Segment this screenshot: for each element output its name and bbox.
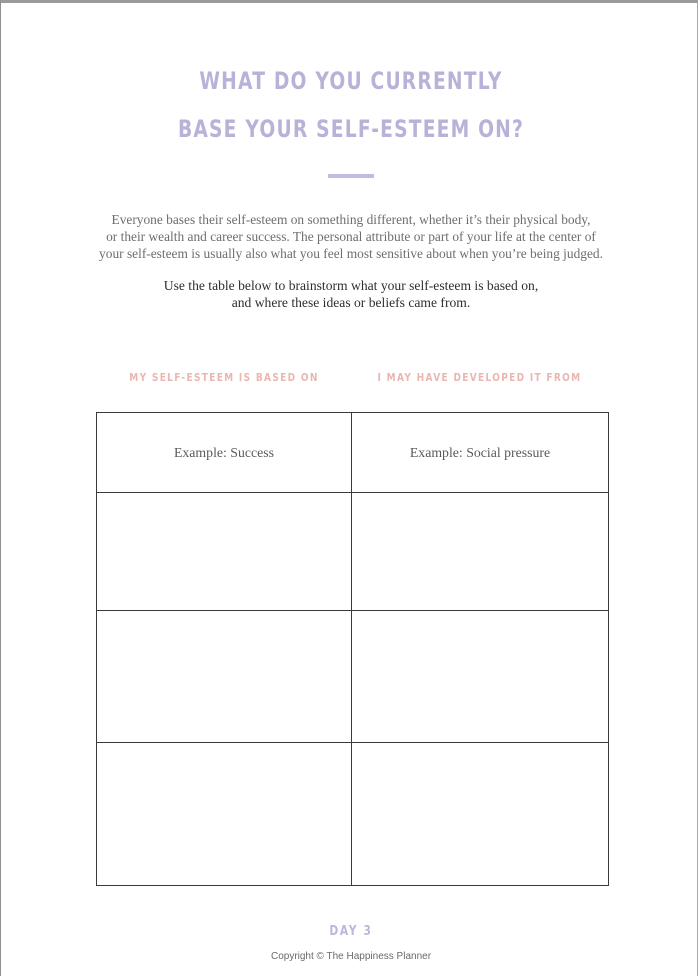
example-cell-based-on[interactable]: Example: Success xyxy=(97,413,352,493)
day-label: DAY 3 xyxy=(329,924,373,939)
title-divider xyxy=(328,174,374,178)
table-cell-based-on[interactable] xyxy=(97,493,352,611)
intro-line: your self-esteem is usually also what you feel most sensitive about when you’re being judged. xyxy=(99,246,603,261)
table-row xyxy=(97,413,609,493)
instructions-line: Use the table below to brainstorm what your self-esteem is based on, xyxy=(163,278,539,293)
table-cell-based-on[interactable] xyxy=(97,743,352,886)
table-cell-developed-from[interactable] xyxy=(352,743,609,886)
table-cell-developed-from[interactable] xyxy=(352,493,609,611)
page-title-line-1: WHAT DO YOU CURRENTLY xyxy=(199,67,503,95)
instructions-line: and where these ideas or beliefs came from. xyxy=(231,295,471,310)
column-header-based-on: MY SELF-ESTEEM IS BASED ON xyxy=(129,371,319,384)
copyright-notice: Copyright © The Happiness Planner xyxy=(270,951,432,962)
page-title-line-2: BASE YOUR SELF-ESTEEM ON? xyxy=(177,115,525,143)
brainstorm-table xyxy=(96,412,609,886)
table-row xyxy=(97,493,609,611)
table-cell-developed-from[interactable] xyxy=(352,611,609,743)
instructions-paragraph xyxy=(91,277,611,311)
intro-paragraph xyxy=(91,211,611,262)
table-cell-based-on[interactable] xyxy=(97,611,352,743)
table-row xyxy=(97,743,609,886)
column-header-developed-from: I MAY HAVE DEVELOPED IT FROM xyxy=(377,371,582,384)
intro-line: Everyone bases their self-esteem on something different, whether it’s their physical body, xyxy=(111,212,591,227)
intro-line: or their wealth and career success. The personal attribute or part of your life at the center of xyxy=(106,229,596,244)
table-row xyxy=(97,611,609,743)
example-cell-developed-from[interactable]: Example: Social pressure xyxy=(352,413,609,493)
